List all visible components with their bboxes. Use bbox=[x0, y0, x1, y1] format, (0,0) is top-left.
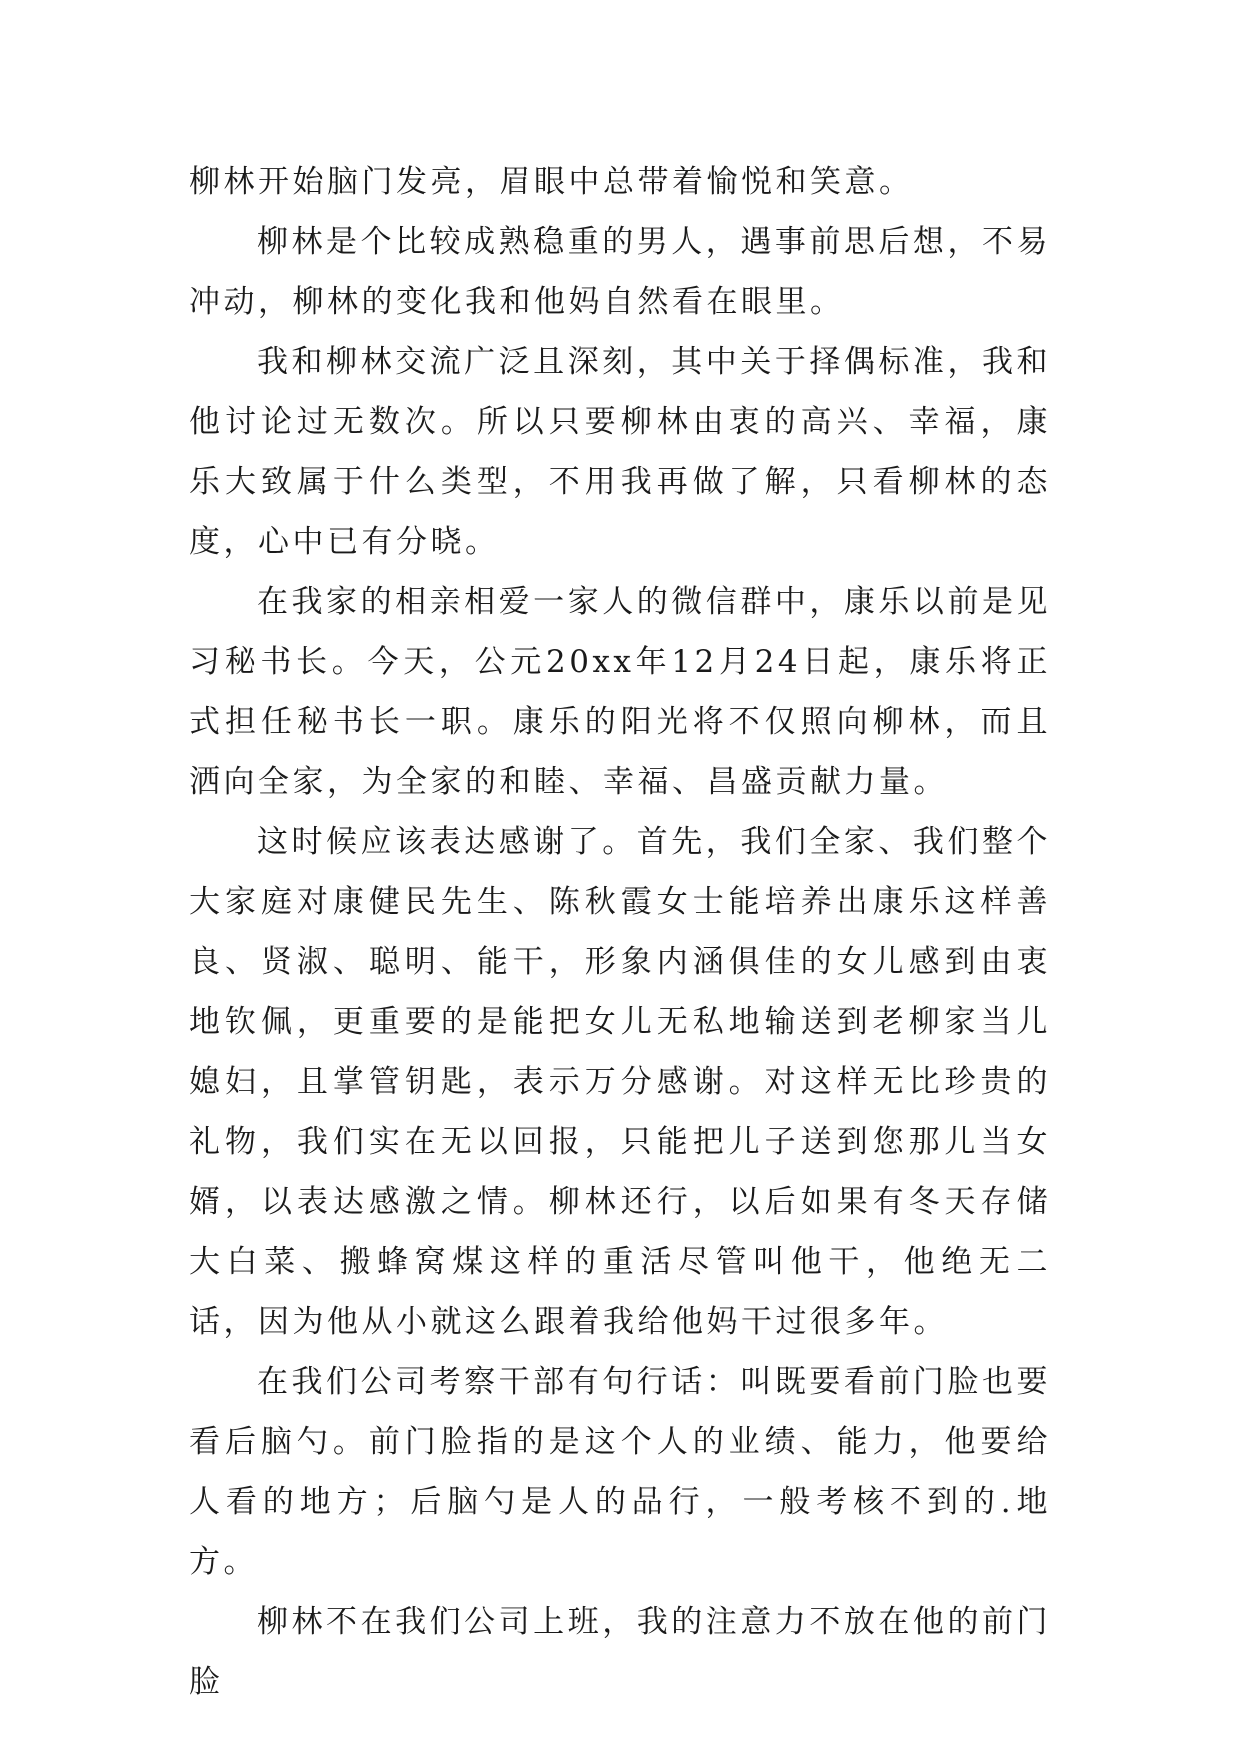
paragraph-4: 在我家的相亲相爱一家人的微信群中，康乐以前是见习秘书长。今天，公元20xx年12月24日起，康乐将正式担任秘书长一职。康乐的阳光将不仅照向柳林，而且洒向全家，为全家的和睦、幸福、昌盛贡献力量。 bbox=[189, 584, 1051, 800]
paragraph-7: 柳林不在我们公司上班，我的注意力不放在他的前门脸 bbox=[189, 1604, 1051, 1700]
paragraph-6: 在我们公司考察干部有句行话：叫既要看前门脸也要看后脑勺。前门脸指的是这个人的业绩、能力，他要给人看的地方；后脑勺是人的品行，一般考核不到的.地方。 bbox=[189, 1364, 1051, 1580]
paragraph-3: 我和柳林交流广泛且深刻，其中关于择偶标准，我和他讨论过无数次。所以只要柳林由衷的高兴、幸福，康乐大致属于什么类型，不用我再做了解，只看柳林的态度，心中已有分晓。 bbox=[189, 344, 1051, 560]
paragraph-5: 这时候应该表达感谢了。首先，我们全家、我们整个大家庭对康健民先生、陈秋霞女士能培养出康乐这样善良、贤淑、聪明、能干，形象内涵俱佳的女儿感到由衷地钦佩，更重要的是能把女儿无私地输送到老柳家当儿媳妇，且掌管钥匙，表示万分感谢。对这样无比珍贵的礼物，我们实在无以回报，只能把儿子送到您那儿当女婿，以表达感激之情。柳林还行，以后如果有冬天存储大白菜、搬蜂窝煤这样的重活尽管叫他干，他绝无二话，因为他从小就这么跟着我给他妈干过很多年。 bbox=[189, 824, 1051, 1340]
paragraph-1: 柳林开始脑门发亮，眉眼中总带着愉悦和笑意。 bbox=[189, 164, 914, 200]
document-page bbox=[189, 152, 1051, 1712]
paragraph-2: 柳林是个比较成熟稳重的男人，遇事前思后想，不易冲动，柳林的变化我和他妈自然看在眼里。 bbox=[189, 224, 1051, 320]
